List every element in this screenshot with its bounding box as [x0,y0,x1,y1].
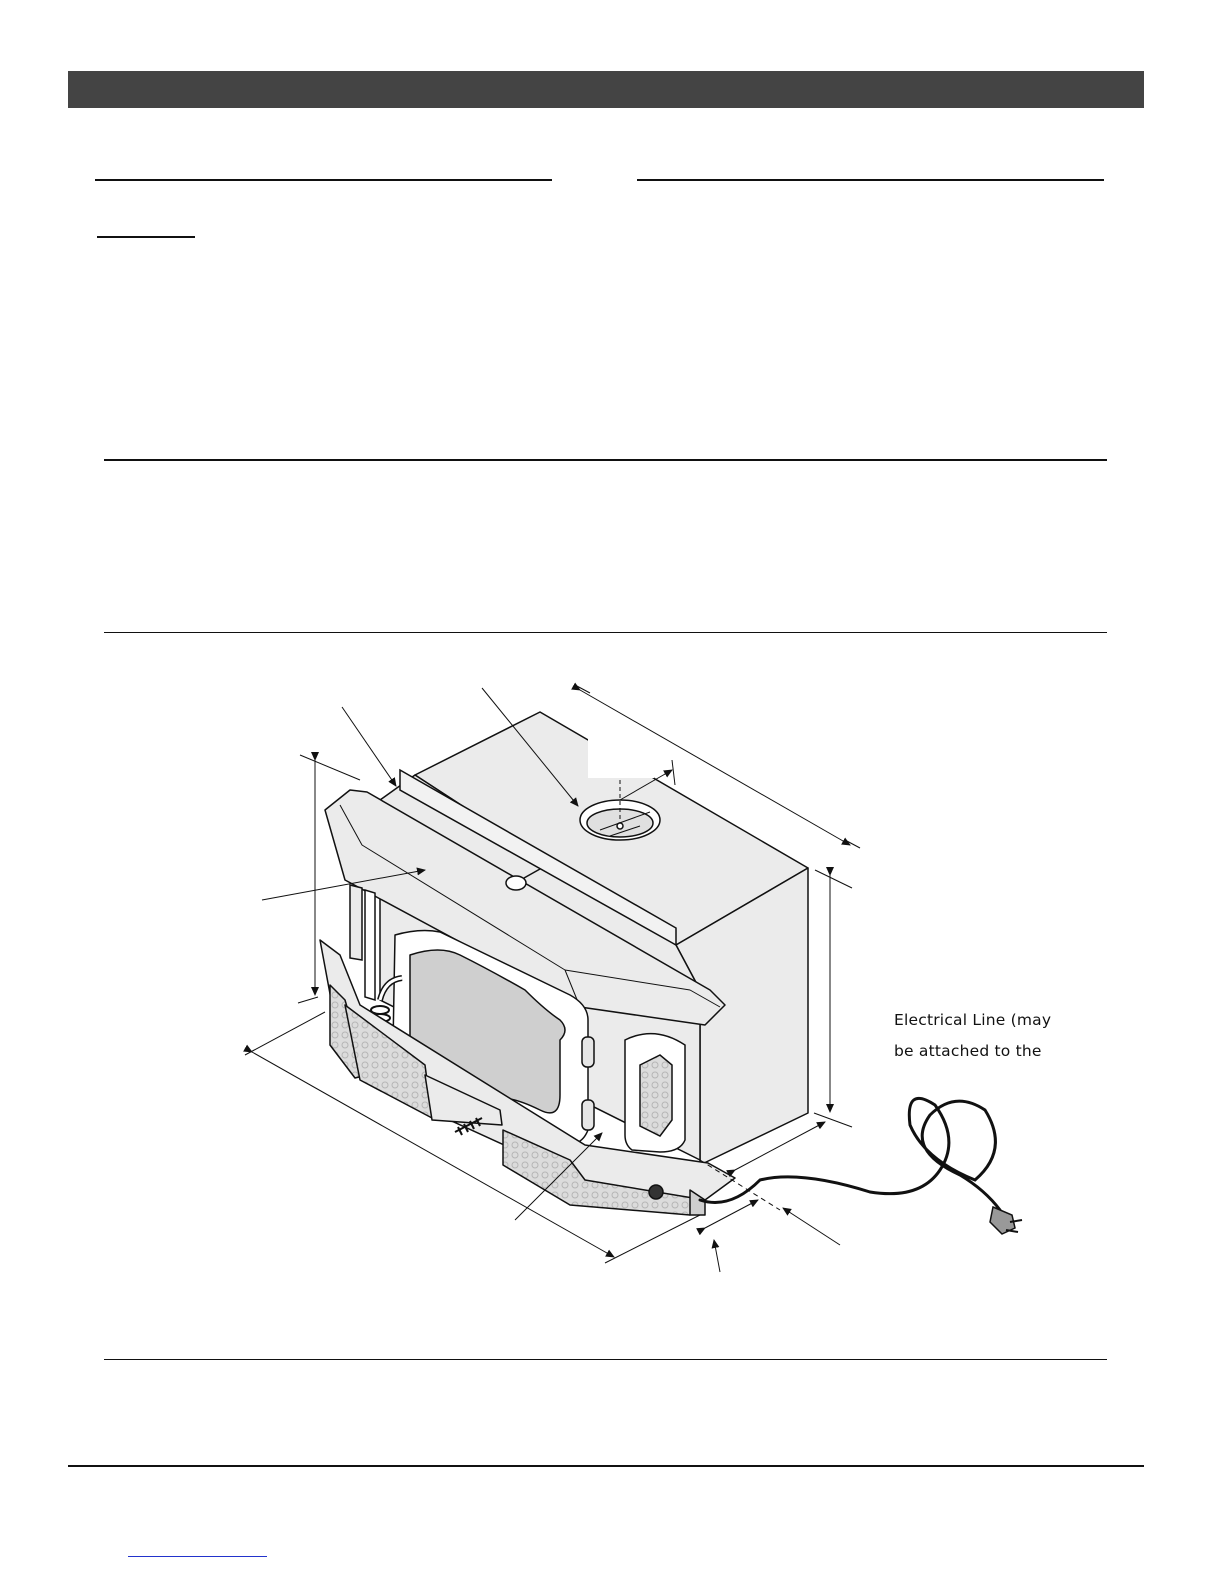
plug [990,1207,1022,1234]
side-panel [625,1034,685,1152]
dimension-label-box [588,738,654,778]
left-post [350,885,375,1000]
electrical-line-label-1: Electrical Line (may [894,1011,1052,1029]
electrical-line-label-2: be attached to the [894,1042,1042,1060]
footer-link-underline[interactable] [128,1556,267,1557]
